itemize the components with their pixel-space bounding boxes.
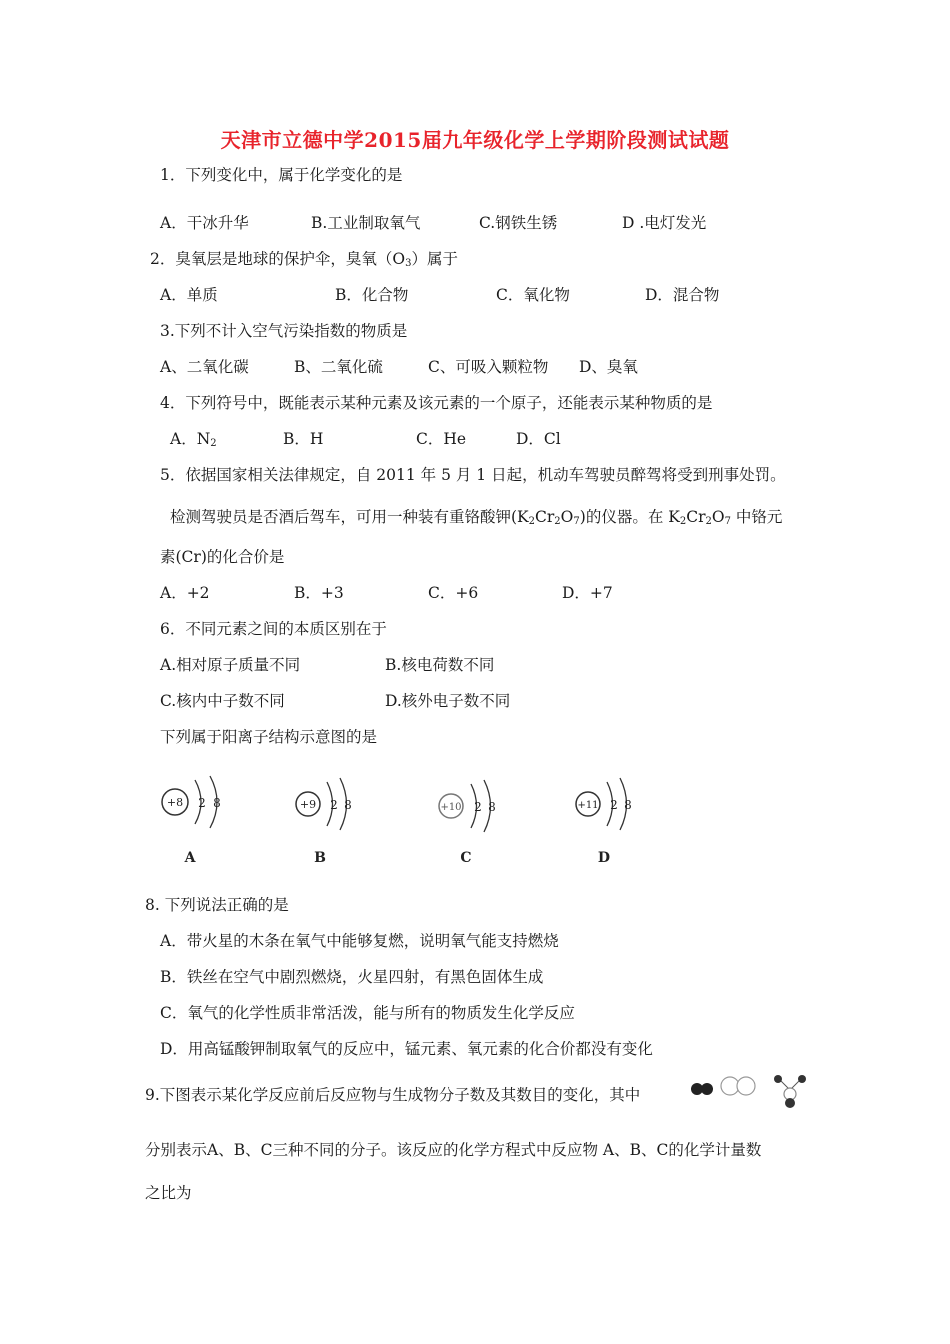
question-5-line-2 [170, 507, 782, 527]
subscript-2: 2 [554, 516, 561, 527]
svg-text:8: 8 [344, 798, 352, 812]
question-5-text-b: Cr [535, 508, 555, 526]
question-4-option-c: C．He [416, 430, 467, 448]
question-2-stem-tail: ）属于 [411, 250, 458, 268]
question-2-option-b: B．化合物 [335, 286, 409, 304]
question-3-option-a: A、二氧化碳 [160, 358, 249, 376]
nucleus-label-c: +10 [440, 802, 462, 813]
question-8-option-c: C．氧气的化学性质非常活泼，能与所有的物质发生化学反应 [160, 1004, 575, 1022]
question-7-stem: 下列属于阳离子结构示意图的是 [160, 728, 378, 746]
question-5-option-c: C．+6 [428, 584, 479, 602]
diagram-label-a: A [184, 850, 196, 866]
svg-text:2: 2 [198, 796, 206, 810]
ion-diagram-a [162, 776, 221, 866]
question-1-stem: 1．下列变化中，属于化学变化的是 [160, 166, 403, 184]
question-5-text-c: O [560, 508, 574, 526]
question-5-text-d: )的仪器。在 K [579, 508, 680, 526]
svg-text:8: 8 [624, 798, 632, 812]
question-4-option-b: B．H [283, 430, 324, 448]
question-6-option-d: D.核外电子数不同 [385, 692, 511, 710]
svg-text:2: 2 [330, 798, 338, 812]
question-5-option-b: B．+3 [294, 584, 344, 602]
ion-diagram-c [439, 780, 496, 866]
nucleus-label-a: +8 [166, 796, 184, 809]
question-5-text-e: Cr [686, 508, 706, 526]
question-4-option-a [170, 429, 217, 449]
question-9-line-1: 9.下图表示某化学反应前后反应物与生成物分子数及其数目的变化，其中 [145, 1086, 641, 1104]
question-6-option-c: C.核内中子数不同 [160, 692, 285, 710]
ion-diagram-d [576, 778, 632, 866]
question-2-option-a: A．单质 [160, 286, 218, 304]
molecule-c-icon [774, 1075, 806, 1108]
molecule-legend-icons [686, 1070, 816, 1110]
svg-text:2: 2 [474, 800, 482, 814]
diagram-label-b: B [314, 850, 326, 866]
svg-text:2: 2 [610, 798, 618, 812]
question-5-line-1: 5．依据国家相关法律规定，自 2011 年 5 月 1 日起，机动车驾驶员醉驾将受到刑事处罚。 [160, 466, 786, 484]
question-8-option-a: A．带火星的木条在氧气中能够复燃，说明氧气能支持燃烧 [160, 932, 559, 950]
question-5-text-a: 检测驾驶员是否酒后驾车，可用一种装有重铬酸钾(K [170, 508, 529, 526]
question-6-option-a: A.相对原子质量不同 [160, 656, 301, 674]
question-5-text-f: O [711, 508, 725, 526]
question-5-option-d: D．+7 [562, 584, 613, 602]
subscript-7: 7 [724, 516, 731, 527]
question-8-option-d: D．用高锰酸钾制取氧气的反应中，锰元素、氧元素的化合价都没有变化 [160, 1040, 653, 1058]
question-5-line-3: 素(Cr)的化合价是 [160, 548, 285, 566]
question-3-option-b: B、二氧化硫 [294, 358, 383, 376]
question-2-stem [150, 249, 458, 269]
question-9-line-3: 之比为 [145, 1184, 192, 1202]
question-5-text-g: 中铬元 [730, 508, 783, 526]
subscript-7: 7 [573, 516, 580, 527]
question-8-stem: 8. 下列说法正确的是 [145, 896, 289, 914]
question-6-option-b: B.核电荷数不同 [385, 656, 495, 674]
question-8-option-b: B．铁丝在空气中剧烈燃烧，火星四射，有黑色固体生成 [160, 968, 544, 986]
page-title: 天津市立德中学2015届九年级化学上学期阶段测试试题 [220, 128, 730, 152]
question-2-subscript: 3 [405, 258, 412, 269]
molecule-a-icon [691, 1083, 713, 1095]
question-1-option-a: A．干冰升华 [160, 214, 249, 232]
question-2-option-c: C．氧化物 [496, 286, 570, 304]
question-2-option-d: D．混合物 [645, 286, 720, 304]
question-4-option-a-subscript: 2 [210, 438, 217, 449]
question-2-stem-text: 2．臭氧层是地球的保护伞，臭氧（O [150, 250, 406, 268]
subscript-2: 2 [679, 516, 687, 527]
question-3-option-d: D、臭氧 [579, 358, 638, 376]
nucleus-label-b: +9 [299, 798, 317, 811]
question-4-option-d: D．Cl [516, 430, 561, 448]
question-6-stem: 6．不同元素之间的本质区别在于 [160, 620, 387, 638]
diagram-label-c: C [460, 850, 472, 866]
question-1-option-b: B.工业制取氧气 [311, 214, 421, 232]
subscript-2: 2 [528, 516, 536, 527]
question-9-line-2: 分别表示A、B、C三种不同的分子。该反应的化学方程式中反应物 A、B、C的化学计量数 [145, 1141, 762, 1159]
question-4-stem: 4．下列符号中，既能表示某种元素及该元素的一个原子，还能表示某种物质的是 [160, 394, 713, 412]
question-3-stem: 3.下列不计入空气污染指数的物质是 [160, 322, 408, 340]
diagram-label-d: D [597, 850, 611, 866]
ion-structure-diagrams [150, 768, 670, 878]
ion-diagram-b [296, 778, 352, 866]
svg-text:8: 8 [213, 796, 221, 810]
question-1-option-c: C.钢铁生锈 [479, 214, 558, 232]
svg-text:8: 8 [488, 800, 496, 814]
molecule-b-icon [721, 1077, 755, 1095]
question-1-option-d: D .电灯发光 [622, 214, 707, 232]
question-5-option-a: A．+2 [160, 584, 210, 602]
question-4-option-a-text: A．N [170, 430, 211, 448]
subscript-2: 2 [705, 516, 712, 527]
question-3-option-c: C、可吸入颗粒物 [428, 358, 549, 376]
nucleus-label-d: +11 [577, 800, 599, 811]
